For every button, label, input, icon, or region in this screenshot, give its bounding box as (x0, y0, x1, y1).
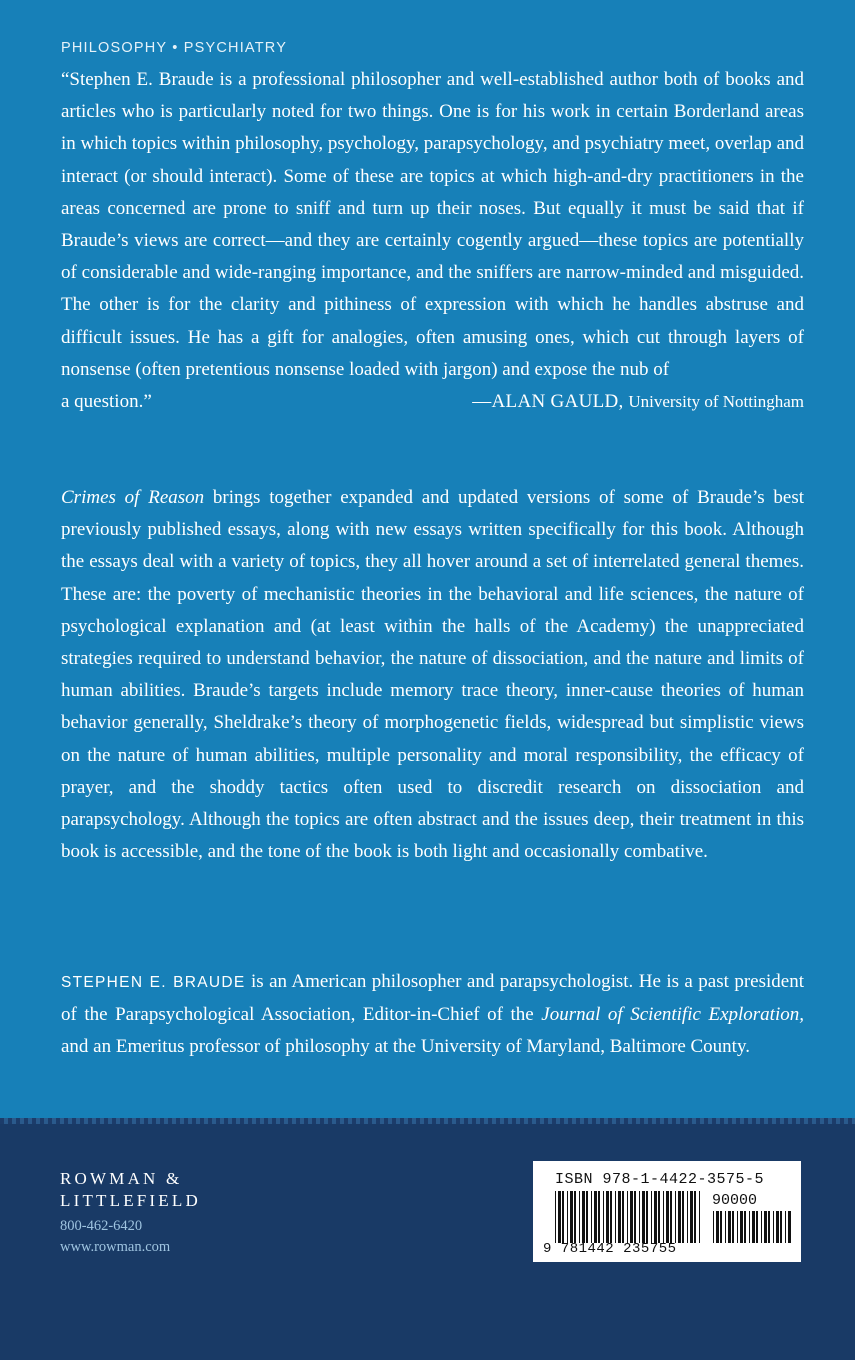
barcode-bar (756, 1211, 758, 1243)
barcode-bar (558, 1191, 561, 1243)
barcode-bar (678, 1191, 681, 1243)
publisher-name-line-2: LITTLEFIELD (60, 1191, 201, 1210)
isbn-text: ISBN 978-1-4422-3575-5 (555, 1171, 765, 1188)
barcode-bar (622, 1191, 624, 1243)
barcode-bar (642, 1191, 645, 1243)
barcode-bar (670, 1191, 672, 1243)
barcode-bar (687, 1191, 688, 1243)
barcode-box (533, 1161, 801, 1262)
publisher-logo (60, 1168, 201, 1212)
endorsement-quote (61, 64, 804, 418)
barcode-bar (666, 1191, 669, 1243)
barcode-bar (699, 1191, 700, 1243)
barcode-bar (555, 1191, 556, 1243)
description-body: brings together expanded and updated versions of some of Braude’s best previously published essays, along with new essays written specifically for this book. Although the essays deal with a variety of topics, they all hover around a set of interrelated general themes. These are: the poverty of mechanistic theories in the behavioral and life sciences, the nature of psychological explanation and (at least within the halls of the Academy) the unappreciated strategies required to understand behavior, the nature of dissociation, and the nature and limits of human abilities. Braude’s targets include memory trace theory, inner-cause theories of human behavior generally, Sheldrake’s theory of morphogenetic fields, widespread but simplistic views on the nature of human abilities, multiple personality and moral responsibility, the efficacy of prayer, and the shoddy tactics often used to discredit research on dissociation and parapsychology. Although the topics are often abstract and the issues deep, their treatment in this book is accessible, and the tone of the book is both light and occasionally combative. (61, 487, 804, 863)
barcode-bar (764, 1211, 767, 1243)
barcode-bar (658, 1191, 660, 1243)
barcode-bar (675, 1191, 676, 1243)
barcode-bar (627, 1191, 628, 1243)
price-code: 90000 (712, 1192, 758, 1209)
barcode-bar (630, 1191, 633, 1243)
barcode-bar (570, 1191, 573, 1243)
publisher-name-line-1: ROWMAN & (60, 1169, 183, 1188)
barcode-bar (663, 1191, 664, 1243)
barcode-bar (694, 1191, 696, 1243)
barcode-bar (737, 1211, 738, 1243)
barcode-bar (713, 1211, 714, 1243)
barcode-bar (740, 1211, 743, 1243)
book-description (61, 482, 804, 868)
barcode-bar (594, 1191, 597, 1243)
ean-digits: 9 781442 235755 (543, 1241, 677, 1257)
attribution-name: —ALAN GAULD, (472, 391, 624, 413)
barcode-bar (768, 1211, 770, 1243)
barcode-bar (574, 1191, 576, 1243)
barcode-bar (651, 1191, 652, 1243)
barcode-bar (610, 1191, 612, 1243)
publisher-website: www.rowman.com (60, 1239, 171, 1255)
barcode-bar (725, 1211, 726, 1243)
barcode-bar (615, 1191, 616, 1243)
author-bio (61, 966, 804, 1064)
barcode-bar (586, 1191, 588, 1243)
barcode-bar (639, 1191, 640, 1243)
barcode-bar (654, 1191, 657, 1243)
barcode-bar (716, 1211, 719, 1243)
quote-attribution (472, 386, 804, 418)
publisher-phone: 800-462-6420 (60, 1218, 143, 1234)
journal-title: Journal of Scientific Exploration, (541, 1004, 804, 1026)
barcode-bar (749, 1211, 750, 1243)
attribution-affiliation: University of Nottingham (628, 392, 804, 412)
barcode-bar (788, 1211, 791, 1243)
barcode-bar (744, 1211, 746, 1243)
barcode-bar (562, 1191, 564, 1243)
barcode-bar (720, 1211, 722, 1243)
category-label: PHILOSOPHY • PSYCHIATRY (61, 40, 288, 56)
barcode-bar (591, 1191, 592, 1243)
quote-last-line (61, 386, 804, 418)
barcode-bar (682, 1191, 684, 1243)
barcode-bar (579, 1191, 580, 1243)
barcode-bar (634, 1191, 636, 1243)
barcode-bar (618, 1191, 621, 1243)
quote-end: a question.” (61, 391, 152, 413)
barcode-bar (776, 1211, 779, 1243)
barcode-bar (752, 1211, 755, 1243)
bio-part-1: is an American philosopher and parapsychologist. He is a past president of the Parapsychological Association, Editor-in-Chief of the (61, 971, 804, 1026)
barcode-bar (690, 1191, 693, 1243)
barcode-bar (785, 1211, 786, 1243)
barcode-bar (582, 1191, 585, 1243)
barcode-bar (780, 1211, 782, 1243)
barcode-bar (732, 1211, 734, 1243)
publisher-contact (60, 1216, 170, 1258)
barcode-bar (598, 1191, 600, 1243)
barcode-bar (728, 1211, 731, 1243)
author-name: STEPHEN E. BRAUDE (61, 974, 246, 991)
barcode-bar (606, 1191, 609, 1243)
quote-body: “Stephen E. Braude is a professional philosopher and well-established author both of books and articles who is particularly noted for two things. One is for his work in certain Borderland areas in which topics within philosophy, psychology, parapsychology, and psychiatry meet, overlap and interact (or should interact). Some of these are topics at which high-and-dry practitioners in the areas concerned are prone to sniff and turn up their noses. But equally it must be said that if Braude’s views are correct—and they are certainly cogently argued—these topics are potentially of considerable and wide-ranging importance, and the sniffers are narrow-minded and misguided. The other is for the clarity and pithiness of expression with which he handles abstruse and difficult issues. He has a gift for analogies, often amusing ones, which cut through layers of nonsense (often pretentious nonsense loaded with jargon) and expose the nub of (61, 69, 804, 380)
barcode-bar (567, 1191, 568, 1243)
book-title: Crimes of Reason (61, 487, 205, 508)
barcode-bar (773, 1211, 774, 1243)
barcode-bar (646, 1191, 648, 1243)
barcode-bar (603, 1191, 604, 1243)
barcode-bar (761, 1211, 762, 1243)
bio-part-2: and an Emeritus professor of philosophy at the University of Maryland, Baltimore County. (61, 1036, 750, 1058)
